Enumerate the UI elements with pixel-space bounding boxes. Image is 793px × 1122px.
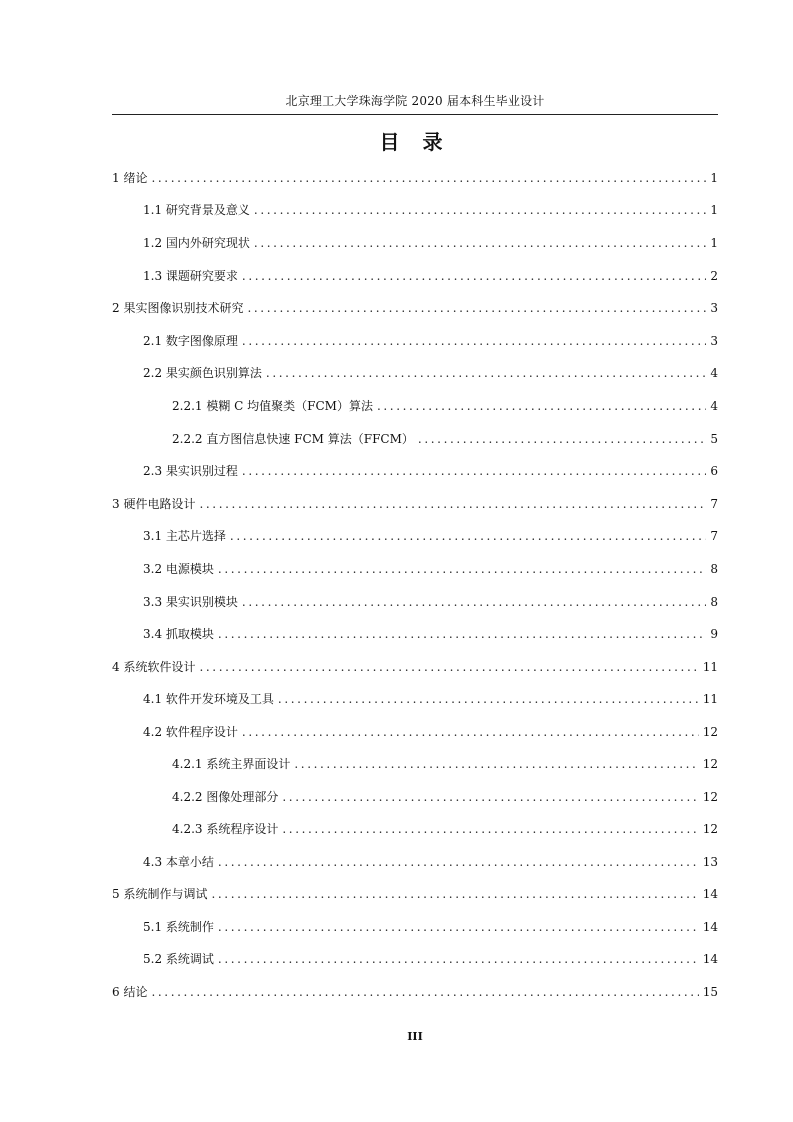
toc-entry-2-1[interactable] bbox=[143, 331, 718, 351]
toc-entry-page: 11 bbox=[702, 692, 718, 706]
toc-dot-leader bbox=[247, 298, 706, 318]
toc-entry-page: 5 bbox=[710, 432, 718, 446]
toc-entry-4-3[interactable] bbox=[143, 852, 718, 872]
toc-dot-leader bbox=[211, 884, 698, 904]
toc-entry-label: 4.2.3 系统程序设计 bbox=[172, 822, 279, 836]
toc-entry-label: 4 系统软件设计 bbox=[112, 660, 196, 674]
toc-dot-leader bbox=[294, 754, 698, 774]
toc-dot-leader bbox=[199, 494, 706, 514]
toc-entry-2-2[interactable] bbox=[143, 363, 718, 383]
toc-dot-leader bbox=[151, 168, 706, 188]
toc-dot-leader bbox=[230, 526, 706, 546]
toc-dot-leader bbox=[199, 657, 698, 677]
toc-entry-page: 8 bbox=[710, 595, 718, 609]
toc-dot-leader bbox=[151, 982, 698, 1002]
toc-entry-page: 6 bbox=[710, 464, 718, 478]
running-header: 北京理工大学珠海学院 2020 届本科生毕业设计 bbox=[285, 94, 545, 108]
toc-entry-label: 2.3 果实识别过程 bbox=[143, 464, 238, 478]
toc-entry-label: 4.2.1 系统主界面设计 bbox=[172, 757, 291, 771]
toc-entry-label: 3.2 电源模块 bbox=[143, 562, 214, 576]
toc-dot-leader bbox=[218, 852, 699, 872]
toc-entry-label: 2.1 数字图像原理 bbox=[143, 334, 238, 348]
toc-entry-label: 1.2 国内外研究现状 bbox=[143, 236, 250, 250]
toc-dot-leader bbox=[242, 331, 706, 351]
toc-entry-page: 14 bbox=[702, 887, 718, 901]
toc-entry-page: 3 bbox=[710, 301, 718, 315]
toc-entry-3-4[interactable] bbox=[143, 624, 718, 644]
toc-entry-page: 14 bbox=[702, 952, 718, 966]
toc-entry-label: 1 绪论 bbox=[112, 171, 148, 185]
page-number: III bbox=[407, 1030, 423, 1043]
toc-dot-leader bbox=[418, 429, 706, 449]
toc-dot-leader bbox=[282, 819, 698, 839]
toc-entry-label: 4.1 软件开发环境及工具 bbox=[143, 692, 274, 706]
toc-dot-leader bbox=[218, 624, 706, 644]
toc-entry-1[interactable] bbox=[112, 168, 718, 188]
toc-entry-2-3[interactable] bbox=[143, 461, 718, 481]
toc-entry-label: 2.2.2 直方图信息快速 FCM 算法（FFCM） bbox=[172, 432, 414, 446]
toc-entry-3-3[interactable] bbox=[143, 592, 718, 612]
toc-dot-leader bbox=[242, 722, 699, 742]
toc-entry-page: 14 bbox=[702, 920, 718, 934]
toc-entry-4-2[interactable] bbox=[143, 722, 718, 742]
toc-entry-page: 1 bbox=[710, 171, 718, 185]
toc-entry-page: 15 bbox=[702, 985, 718, 999]
toc-entry-label: 6 结论 bbox=[112, 985, 148, 999]
toc-entry-5-1[interactable] bbox=[143, 917, 718, 937]
toc-entry-label: 4.3 本章小结 bbox=[143, 855, 214, 869]
toc-dot-leader bbox=[242, 592, 706, 612]
toc-entry-4-1[interactable] bbox=[143, 689, 718, 709]
toc-entry-label: 3 硬件电路设计 bbox=[112, 497, 196, 511]
toc-entry-label: 3.1 主芯片选择 bbox=[143, 529, 226, 543]
toc-entry-label: 2.2 果实颜色识别算法 bbox=[143, 366, 262, 380]
toc-entry-label: 5 系统制作与调试 bbox=[112, 887, 208, 901]
toc-dot-leader bbox=[254, 233, 706, 253]
toc-dot-leader bbox=[218, 949, 699, 969]
toc-entry-page: 3 bbox=[710, 334, 718, 348]
toc-dot-leader bbox=[282, 787, 698, 807]
toc-entry-page: 12 bbox=[702, 790, 718, 804]
toc-entry-5-2[interactable] bbox=[143, 949, 718, 969]
toc-entry-label: 5.2 系统调试 bbox=[143, 952, 214, 966]
toc-entry-4[interactable] bbox=[112, 657, 718, 677]
toc-dot-leader bbox=[242, 461, 706, 481]
toc-entry-3-2[interactable] bbox=[143, 559, 718, 579]
toc-entry-page: 12 bbox=[702, 822, 718, 836]
toc-dot-leader bbox=[242, 266, 706, 286]
toc-entry-label: 2.2.1 模糊 C 均值聚类（FCM）算法 bbox=[172, 399, 373, 413]
toc-entry-page: 11 bbox=[702, 660, 718, 674]
toc-entry-4-2-2[interactable] bbox=[172, 787, 718, 807]
toc-entry-1-2[interactable] bbox=[143, 233, 718, 253]
toc-entry-page: 1 bbox=[710, 236, 718, 250]
toc-entry-page: 4 bbox=[710, 366, 718, 380]
toc-entry-label: 2 果实图像识别技术研究 bbox=[112, 301, 244, 315]
toc-entry-page: 12 bbox=[702, 725, 718, 739]
toc-entry-1-3[interactable] bbox=[143, 266, 718, 286]
toc-entry-2[interactable] bbox=[112, 298, 718, 318]
toc-entry-2-2-1[interactable] bbox=[172, 396, 718, 416]
toc-entry-6[interactable] bbox=[112, 982, 718, 1002]
toc-entry-label: 5.1 系统制作 bbox=[143, 920, 214, 934]
toc-entry-page: 13 bbox=[702, 855, 718, 869]
toc-dot-leader bbox=[218, 559, 706, 579]
toc-entry-label: 3.3 果实识别模块 bbox=[143, 595, 238, 609]
toc-dot-leader bbox=[266, 363, 706, 383]
toc-entry-4-2-3[interactable] bbox=[172, 819, 718, 839]
toc-dot-leader bbox=[218, 917, 699, 937]
toc-entry-2-2-2[interactable] bbox=[172, 429, 718, 449]
toc-entry-label: 4.2 软件程序设计 bbox=[143, 725, 238, 739]
toc-entry-label: 3.4 抓取模块 bbox=[143, 627, 214, 641]
toc-entry-label: 4.2.2 图像处理部分 bbox=[172, 790, 279, 804]
toc-entry-4-2-1[interactable] bbox=[172, 754, 718, 774]
toc-entry-page: 8 bbox=[710, 562, 718, 576]
toc-entry-page: 12 bbox=[702, 757, 718, 771]
toc-entry-3-1[interactable] bbox=[143, 526, 718, 546]
toc-entry-label: 1.3 课题研究要求 bbox=[143, 269, 238, 283]
toc-entry-page: 2 bbox=[710, 269, 718, 283]
toc-dot-leader bbox=[254, 200, 706, 220]
toc-entry-page: 9 bbox=[710, 627, 718, 641]
toc-dot-leader bbox=[278, 689, 699, 709]
toc-entry-1-1[interactable] bbox=[143, 200, 718, 220]
toc-entry-page: 7 bbox=[710, 497, 718, 511]
toc-entry-label: 1.1 研究背景及意义 bbox=[143, 203, 250, 217]
toc-dot-leader bbox=[377, 396, 706, 416]
toc-entry-page: 7 bbox=[710, 529, 718, 543]
toc-title: 目 录 bbox=[379, 130, 451, 154]
toc-entry-page: 1 bbox=[710, 203, 718, 217]
toc-entry-page: 4 bbox=[710, 399, 718, 413]
toc-entry-5[interactable] bbox=[112, 884, 718, 904]
toc-entry-3[interactable] bbox=[112, 494, 718, 514]
